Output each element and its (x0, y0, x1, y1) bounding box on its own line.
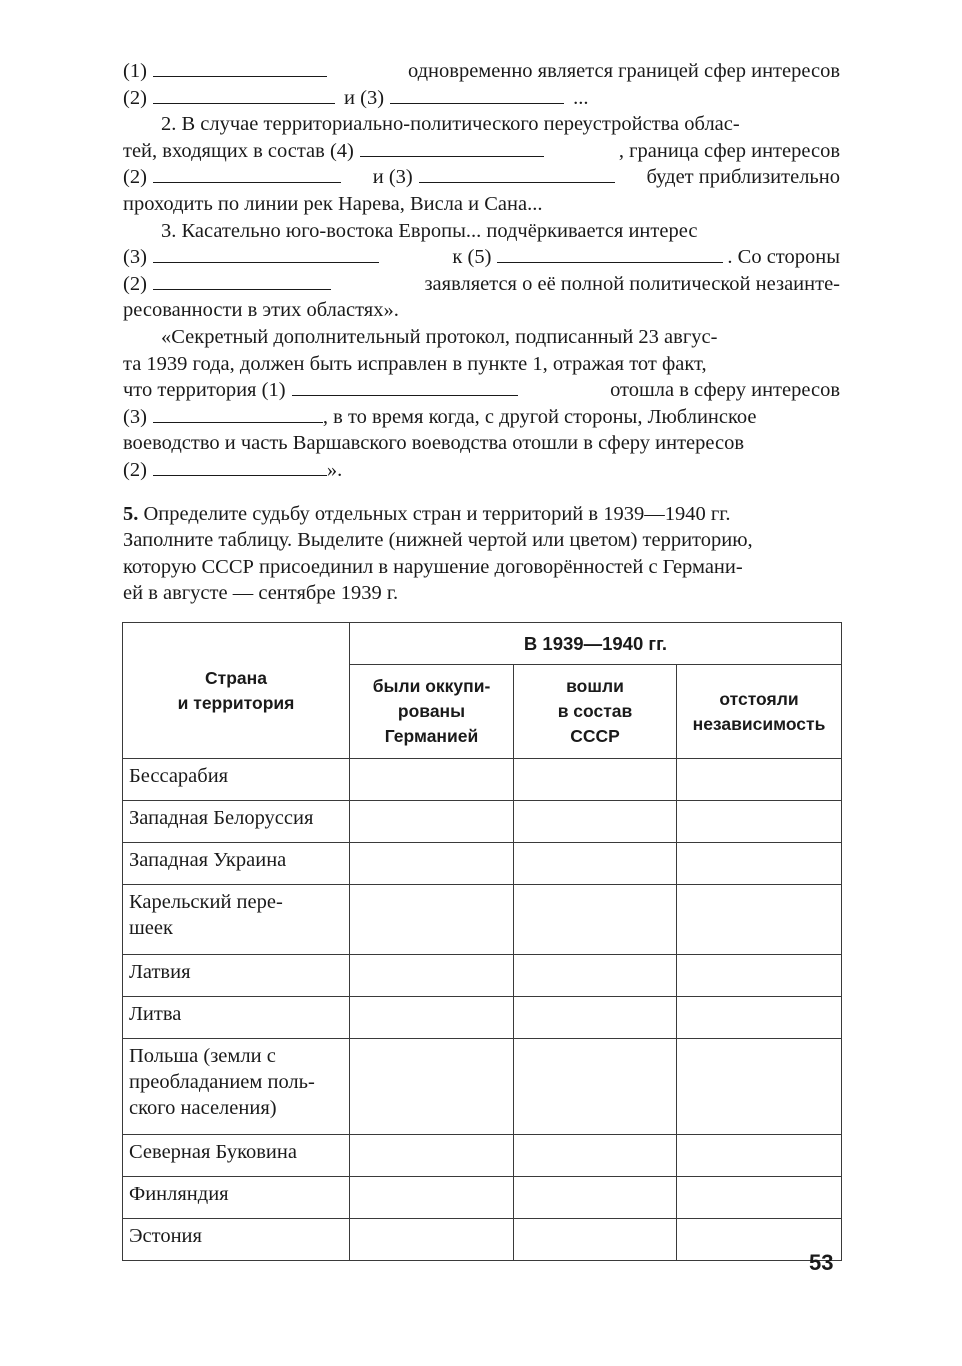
text-line: которую СССР присоединил в нарушение договорённостей с Германи- (123, 555, 743, 578)
text-fragment: ». (326, 458, 343, 481)
text-line (123, 457, 840, 484)
answer-cell[interactable] (514, 1177, 677, 1219)
table-row (123, 1135, 842, 1177)
document-text (123, 58, 840, 607)
text-line: 2. В случае территориально-политического переустройства облас- (161, 113, 740, 136)
text-line: Заполните таблицу. Выделите (нижней чертой или цветом) территорию, (123, 529, 753, 552)
answer-cell[interactable] (350, 1039, 514, 1135)
text-line (123, 85, 840, 112)
answer-blank[interactable] (153, 165, 341, 183)
answer-cell[interactable] (514, 843, 677, 885)
country-cell: Эстония (123, 1219, 350, 1261)
answer-cell[interactable] (677, 801, 842, 843)
text-fragment: заявляется о её полной политической незаинте- (424, 272, 840, 295)
text-line (123, 271, 840, 298)
text-fragment: отошла в сферу интересов (610, 379, 840, 402)
text-fragment: одновременно является границей сфер интересов (407, 60, 840, 82)
answer-cell[interactable] (677, 997, 842, 1039)
answer-cell[interactable] (350, 885, 514, 955)
answer-cell[interactable] (350, 997, 514, 1039)
answer-cell[interactable] (677, 885, 842, 955)
answer-blank[interactable] (153, 59, 327, 77)
text-line: та 1939 года, должен быть исправлен в пункте 1, отражая тот факт, (123, 352, 707, 375)
header-period: В 1939—1940 гг. (350, 623, 842, 665)
table-row (123, 1219, 842, 1261)
answer-blank[interactable] (497, 245, 723, 263)
answer-cell[interactable] (514, 801, 677, 843)
header-occupied-by-germany: были оккупи- рованы Германией (350, 665, 514, 759)
text-fragment: (2) (123, 86, 147, 109)
text-line (123, 138, 840, 165)
spacer (123, 484, 840, 501)
table-row (123, 1039, 842, 1135)
page-number: 53 (809, 1250, 834, 1275)
answer-cell[interactable] (350, 843, 514, 885)
answer-blank[interactable] (153, 458, 327, 476)
territories-table (122, 622, 842, 1261)
text-line: «Секретный дополнительный протокол, подписанный 23 авгус- (161, 325, 718, 348)
answer-cell[interactable] (514, 955, 677, 997)
table-row (123, 885, 842, 955)
answer-cell[interactable] (514, 1039, 677, 1135)
text-line (123, 244, 840, 271)
text-fragment: (3) (123, 246, 147, 269)
answer-cell[interactable] (514, 997, 677, 1039)
country-cell: Польша (земли с преобладанием поль- ского населения) (123, 1039, 350, 1135)
answer-cell[interactable] (350, 759, 514, 801)
text-line: воеводство и часть Варшавского воеводства отошли в сферу интересов (123, 432, 745, 455)
answer-cell[interactable] (677, 1177, 842, 1219)
table-row (123, 801, 842, 843)
text-fragment: , граница сфер интересов (618, 139, 840, 162)
text-line: проходить по линии рек Нарева, Висла и Сана... (123, 192, 543, 215)
text-fragment: , в то время когда, с другой стороны, Люблинское (322, 405, 757, 428)
answer-blank[interactable] (153, 405, 323, 423)
answer-cell[interactable] (350, 801, 514, 843)
text-line (123, 164, 840, 191)
country-cell: Бессарабия (123, 759, 350, 801)
table-row (123, 955, 842, 997)
answer-cell[interactable] (350, 1219, 514, 1261)
text-fragment: (1) (123, 60, 147, 82)
table-row (123, 1177, 842, 1219)
table-row (123, 997, 842, 1039)
answer-blank[interactable] (360, 139, 544, 157)
answer-blank[interactable] (419, 165, 615, 183)
answer-cell[interactable] (677, 1135, 842, 1177)
answer-cell[interactable] (677, 759, 842, 801)
text-fragment: . Со стороны (727, 246, 840, 269)
answer-cell[interactable] (514, 759, 677, 801)
task-heading (123, 501, 840, 528)
text-fragment: Определите судьбу отдельных стран и территорий в 1939—1940 гг. (143, 502, 731, 525)
country-cell: Финляндия (123, 1177, 350, 1219)
country-cell: Латвия (123, 955, 350, 997)
answer-cell[interactable] (350, 955, 514, 997)
task-number: 5. (123, 502, 139, 525)
country-cell: Западная Белоруссия (123, 801, 350, 843)
answer-blank[interactable] (153, 245, 379, 263)
table-row (123, 843, 842, 885)
answer-cell[interactable] (514, 1219, 677, 1261)
answer-cell[interactable] (514, 885, 677, 955)
text-fragment: (2) (123, 166, 147, 189)
text-fragment: (2) (123, 458, 147, 481)
text-fragment: тей, входящих в состав (4) (123, 139, 354, 162)
text-line (123, 404, 840, 431)
text-line (123, 377, 840, 404)
text-fragment: что территория (1) (123, 379, 286, 402)
answer-cell[interactable] (350, 1177, 514, 1219)
table-row (123, 759, 842, 801)
answer-cell[interactable] (677, 1039, 842, 1135)
text-fragment: ... (573, 86, 589, 109)
country-cell: Западная Украина (123, 843, 350, 885)
header-country: Страна и территория (123, 623, 350, 759)
text-fragment: и (3) (344, 86, 385, 109)
country-cell: Карельский пере- шеек (123, 885, 350, 955)
text-fragment: и (3) (372, 166, 413, 189)
answer-blank[interactable] (292, 378, 518, 396)
header-kept-independence: отстояли независимость (677, 665, 842, 759)
text-fragment: (2) (123, 272, 147, 295)
text-line: 3. Касательно юго-востока Европы... подчёркивается интерес (161, 219, 698, 242)
answer-cell[interactable] (677, 843, 842, 885)
text-fragment: будет приблизительно (646, 166, 840, 189)
text-fragment: (3) (123, 405, 147, 428)
answer-cell[interactable] (514, 1135, 677, 1177)
header-joined-ussr: вошли в состав СССР (514, 665, 677, 759)
answer-blank[interactable] (153, 272, 331, 290)
answer-blank[interactable] (390, 86, 564, 104)
text-line (123, 58, 840, 85)
country-cell: Литва (123, 997, 350, 1039)
text-line: ресованности в этих областях». (123, 299, 399, 322)
answer-cell[interactable] (350, 1135, 514, 1177)
answer-cell[interactable] (677, 955, 842, 997)
answer-blank[interactable] (153, 86, 335, 104)
text-line: ей в августе — сентябре 1939 г. (123, 582, 399, 605)
text-fragment: к (5) (452, 246, 492, 269)
country-cell: Северная Буковина (123, 1135, 350, 1177)
